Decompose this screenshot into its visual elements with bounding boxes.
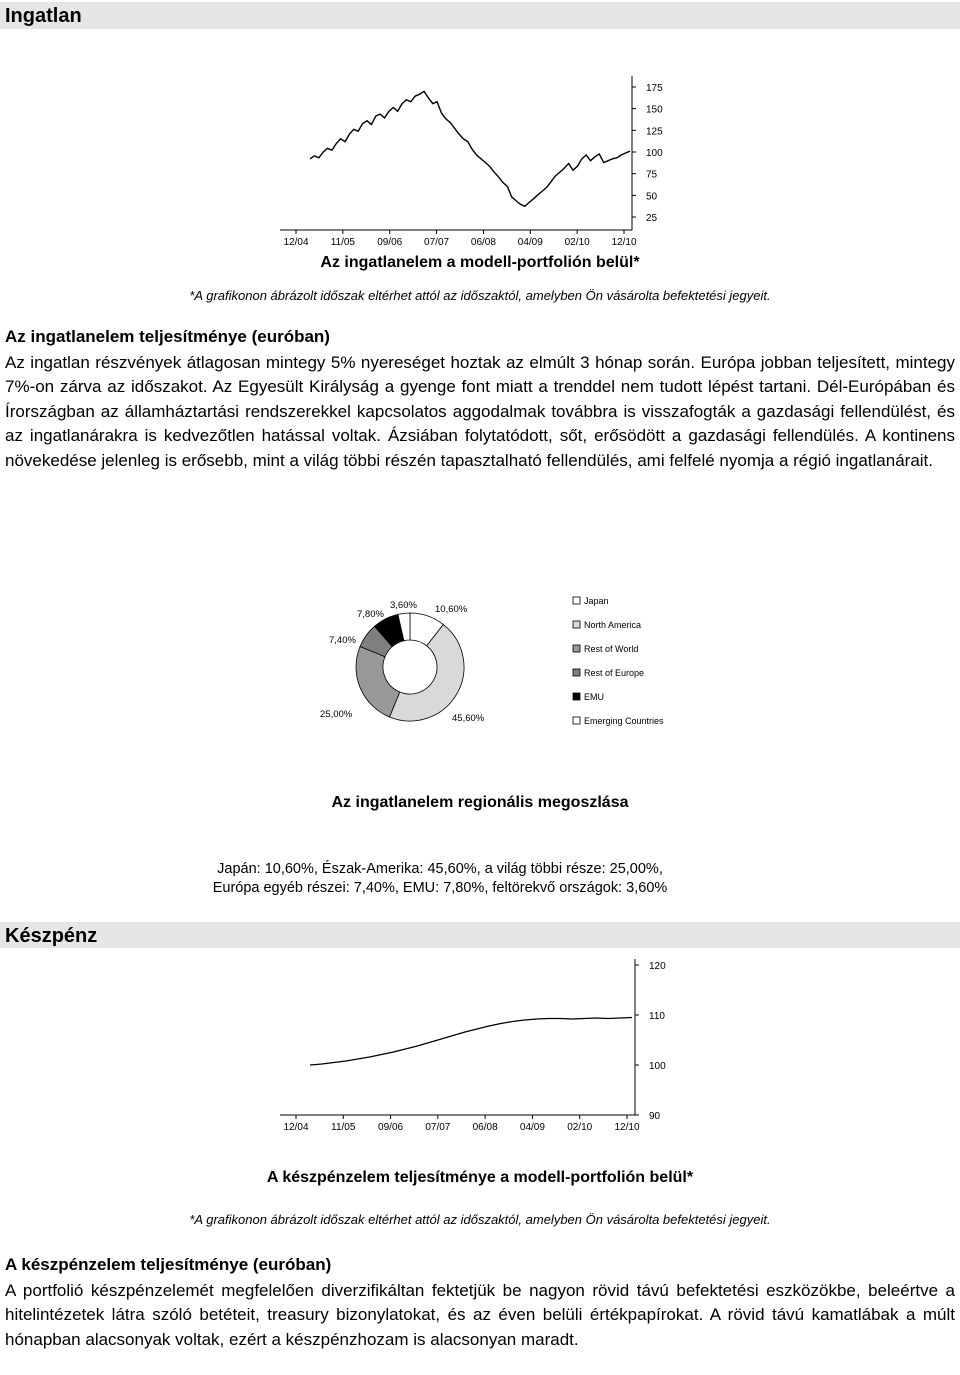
y-tick-label: 75 — [646, 169, 658, 181]
legend-swatch — [573, 669, 580, 676]
x-tick-label: 11/05 — [330, 237, 356, 248]
y-tick-label: 25 — [646, 213, 658, 224]
chart-series-line — [310, 91, 630, 206]
section-title-cash: Készpénz — [0, 922, 960, 948]
x-tick-label: 02/10 — [564, 237, 590, 248]
y-tick-label: 50 — [646, 191, 658, 203]
legend-swatch — [573, 621, 580, 628]
pie-desc-line-1: Japán: 10,60%, Észak-Amerika: 45,60%, a világ többi része: 25,00%, — [217, 861, 663, 877]
property-chart-caption: Az ingatlanelem a modell-portfolión belül* — [320, 254, 640, 271]
x-tick-label: 12/04 — [283, 1122, 309, 1133]
property-perf-text: Az ingatlan részvények átlagosan mintegy 5% nyereséget hoztak az elmúlt 3 hónap során. Európa jobban teljesített, mintegy 7%-on zárva az időszakot. Az Egyesült Királyság a gyenge font miatt a trenddel nem tudott lépést tartani. Dél-Európában és Írországban az államháztartási rendszerekkel kapcsolatos aggodalmak továbbra is visszafogták a gazdasági fellendülést, és az ingatlanárakra is kedvezőtlen hatással voltak. Ázsiában folytatódott, sőt, erősödött a gazdasági fellendülés. A kontinens növekedése jelenleg is erősebb, mint a világ többi részén tapasztalható fellendülés, ami felfelé nyomja a régió ingatlanárait. — [5, 353, 955, 470]
x-tick-label: 09/06 — [377, 237, 403, 248]
pie-value-label: 45,60% — [452, 713, 485, 724]
legend-label: Emerging Countries — [584, 716, 664, 726]
y-tick-label: 120 — [649, 961, 666, 972]
pie-value-label: 3,60% — [390, 600, 417, 611]
y-tick-label: 150 — [646, 104, 663, 116]
section-title-property: Ingatlan — [0, 2, 960, 29]
cash-line-chart — [280, 955, 680, 1140]
x-tick-label: 04/09 — [517, 237, 543, 248]
pie-value-label: 25,00% — [320, 709, 353, 720]
y-tick-label: 100 — [649, 1061, 666, 1072]
x-tick-label: 11/05 — [331, 1122, 356, 1133]
x-tick-label: 07/07 — [424, 237, 450, 248]
legend-swatch — [573, 717, 580, 724]
property-line-chart — [280, 70, 670, 250]
pie-value-label: 7,40% — [329, 635, 356, 646]
cash-chart-caption: A készpénzelem teljesítménye a modell-portfolión belül* — [266, 1169, 694, 1186]
x-tick-label: 12/04 — [283, 237, 309, 248]
pie-chart-description — [0, 860, 880, 898]
pie-chart-caption: Az ingatlanelem regionális megoszlása — [331, 794, 629, 811]
x-tick-label: 06/08 — [472, 1122, 498, 1133]
legend-label: North America — [584, 620, 642, 630]
pie-value-label: 7,80% — [357, 609, 384, 620]
x-tick-label: 02/10 — [567, 1122, 593, 1133]
y-tick-label: 100 — [646, 148, 663, 159]
x-tick-label: 09/06 — [378, 1122, 404, 1133]
y-tick-label: 125 — [646, 126, 663, 138]
pie-desc-line-2: Európa egyéb részei: 7,40%, EMU: 7,80%, feltörekvő országok: 3,60% — [212, 880, 668, 896]
legend-label: Rest of World — [584, 644, 639, 654]
x-tick-label: 07/07 — [425, 1122, 451, 1133]
cash-perf-heading: A készpénzelem teljesítménye (euróban) — [5, 1255, 332, 1274]
y-tick-label: 90 — [649, 1111, 661, 1122]
x-tick-label: 04/09 — [519, 1122, 545, 1133]
cash-perf-text: A portfolió készpénzelemét megfelelően diverzifikáltan fektetjük be nagyon rövid távú befektetési eszközökbe, beleértve a hitelintézetek látra szóló betéteit, treasury bizonylatokat, és az éven belüli értékpapírokat. A rövid távú kamatlábak a múlt hónapban alacsonyak voltak, ezért a készpénzhozam is alacsonyan maradt. — [5, 1281, 955, 1349]
property-chart-note: *A grafikonon ábrázolt időszak eltérhet attól az időszaktól, amelyben Ön vásárolta befektetési jegyeit. — [189, 288, 771, 303]
legend-label: EMU — [584, 692, 604, 702]
property-pie-chart — [305, 595, 705, 755]
pie-slice — [356, 646, 400, 716]
legend-swatch — [573, 693, 580, 700]
x-tick-label: 12/10 — [614, 1122, 640, 1133]
y-tick-label: 175 — [646, 83, 663, 94]
legend-label: Rest of Europe — [584, 668, 645, 678]
x-tick-label: 06/08 — [470, 237, 496, 248]
chart-series-line — [310, 1018, 632, 1066]
y-tick-label: 110 — [649, 1011, 665, 1022]
cash-chart-note: *A grafikonon ábrázolt időszak eltérhet attól az időszaktól, amelyben Ön vásárolta befektetési jegyeit. — [189, 1212, 771, 1227]
legend-swatch — [573, 645, 580, 652]
x-tick-label: 12/10 — [611, 237, 637, 248]
pie-value-label: 10,60% — [435, 604, 468, 615]
legend-swatch — [573, 597, 580, 604]
legend-label: Japan — [584, 596, 609, 606]
property-perf-heading: Az ingatlanelem teljesítménye (euróban) — [5, 327, 330, 346]
